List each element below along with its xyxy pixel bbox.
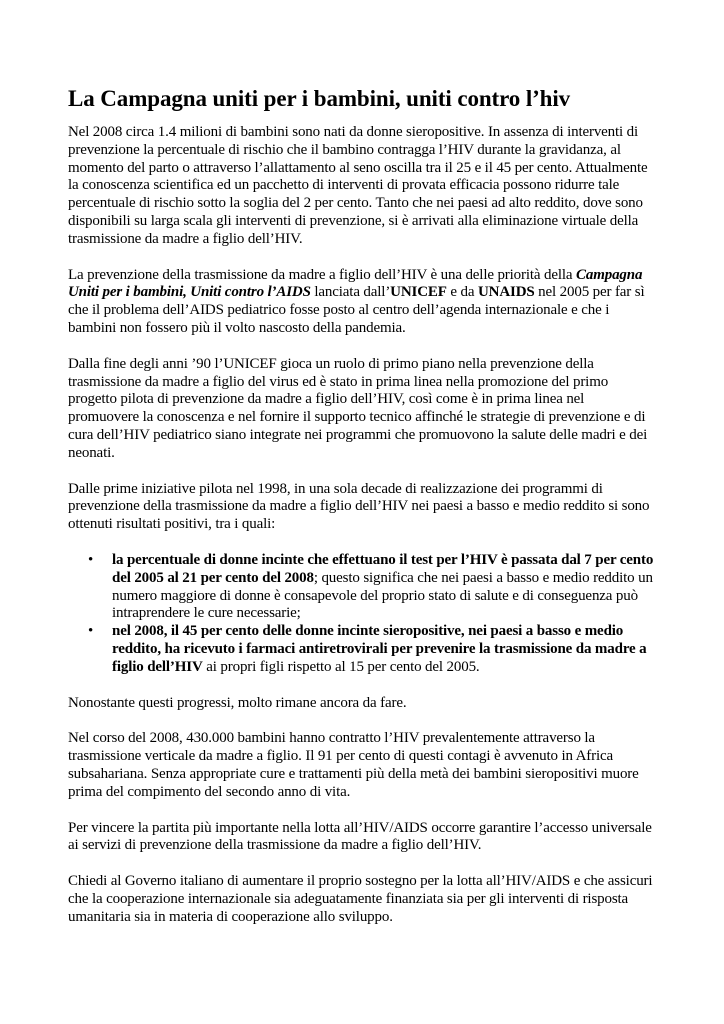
list-item [68, 552, 658, 623]
unaids-name: UNAIDS [477, 284, 535, 301]
campaign-name: Campagna Uniti per i bambini, Uniti contro l’AIDS [68, 266, 643, 301]
paragraph-statistics: Nel corso del 2008, 430.000 bambini hanno contratto l’HIV prevalentemente attraverso la trasmissione verticale da madre a figlio. Il 91 per cento di questi contagi è avvenuto in Africa subsahariana. Senza appropriate cure e trattamenti più della metà dei bambini sieropositivi muore prima del compimento del secondo anno di vita. [68, 730, 639, 800]
list-item-bold: nel 2008, il 45 per cento delle donne incinte sieropositive, nei paesi a basso e medio reddito, ha ricevuto i farmaci antiretrovirali per prevenire la trasmissione da madre a figlio dell’HIV [112, 623, 647, 675]
list-item [68, 623, 658, 676]
paragraph-campaign-text-d: nel 2005 per far sì che il problema dell’AIDS pediatrico fosse posto al centro dell’agenda internazionale e che i bambini non fossero più il volto nascosto della pandemia. [68, 284, 645, 336]
unicef-name: UNICEF [390, 284, 447, 301]
paragraph-call-to-action: Chiedi al Governo italiano di aumentare il proprio sostegno per la lotta all’HIV/AIDS e che assicuri che la cooperazione internazionale sia adeguatamente finanziata sia per gli interventi di risposta umanitaria sia in materia di cooperazione allo sviluppo. [68, 873, 653, 925]
paragraph-unicef-role: Dalla fine degli anni ’90 l’UNICEF gioca un ruolo di primo piano nella prevenzione della trasmissione da madre a figlio del virus ed è stato in prima linea nella promozione del primo progetto pilota di prevenzione da madre a figlio dell’HIV, così come è in prima linea nel promuovere la conoscenza e nel fornire il supporto tecnico affinché le strategie di prevenzione e di cura dell’HIV pediatrico siano integrate nei programmi che promuovono la salute delle madri e dei neonati. [68, 355, 648, 461]
paragraph-campaign-text-b: lanciata dall’ [310, 284, 391, 301]
list-item-text: ; questo significa che nei paesi a basso e medio reddito un numero maggiore di donne è consapevole del proprio stato di salute e di conseguenza può intraprendere le cure necessarie; [112, 569, 653, 622]
list-item-bold: la percentuale di donne incinte che effettuano il test per l’HIV è passata dal 7 per cento del 2005 al 21 per cento del 2008 [112, 551, 654, 586]
paragraph-campaign-text-a: La prevenzione della trasmissione da madre a figlio dell’HIV è una delle priorità della [68, 266, 576, 283]
paragraph-campaign [68, 267, 658, 338]
paragraph-universal-access: Per vincere la partita più importante nella lotta all’HIV/AIDS occorre garantire l’accesso universale ai servizi di prevenzione della trasmissione da madre a figlio dell’HIV. [68, 819, 652, 854]
paragraph-intro: Nel 2008 circa 1.4 milioni di bambini sono nati da donne sieropositive. In assenza di interventi di prevenzione la percentuale di rischio che il bambino contragga l’HIV durante la gravidanza, al momento del parto o attraverso l’allattamento al seno oscilla tra il 25 e il 45 per cento. Attualmente la conoscenza scientifica ed un pacchetto di interventi di provata efficacia possono ridurre tale percentuale di rischio sotto la soglia del 2 per cento. Tanto che nei paesi ad alto reddito, dove sono disponibili su larga scala gli interventi di prevenzione, si è arrivati alla eliminazione virtuale della trasmissione da madre a figlio dell’HIV. [68, 124, 648, 247]
document-page [68, 84, 658, 944]
results-list [68, 552, 658, 677]
paragraph-results-intro: Dalle prime iniziative pilota nel 1998, in una sola decade di realizzazione dei programmi di prevenzione della trasmissione da madre a figlio dell’HIV nei paesi a basso e medio reddito si sono ottenuti risultati positivi, tra i quali: [68, 480, 650, 533]
bullet-icon: • [88, 623, 94, 640]
bullet-icon: • [88, 551, 94, 568]
paragraph-campaign-text-c: e da [446, 284, 478, 301]
page-title: La Campagna uniti per i bambini, uniti contro l’hiv [68, 86, 571, 111]
list-item-text: ai propri figli rispetto al 15 per cento del 2005. [202, 658, 480, 675]
paragraph-progress: Nonostante questi progressi, molto rimane ancora da fare. [68, 694, 407, 711]
